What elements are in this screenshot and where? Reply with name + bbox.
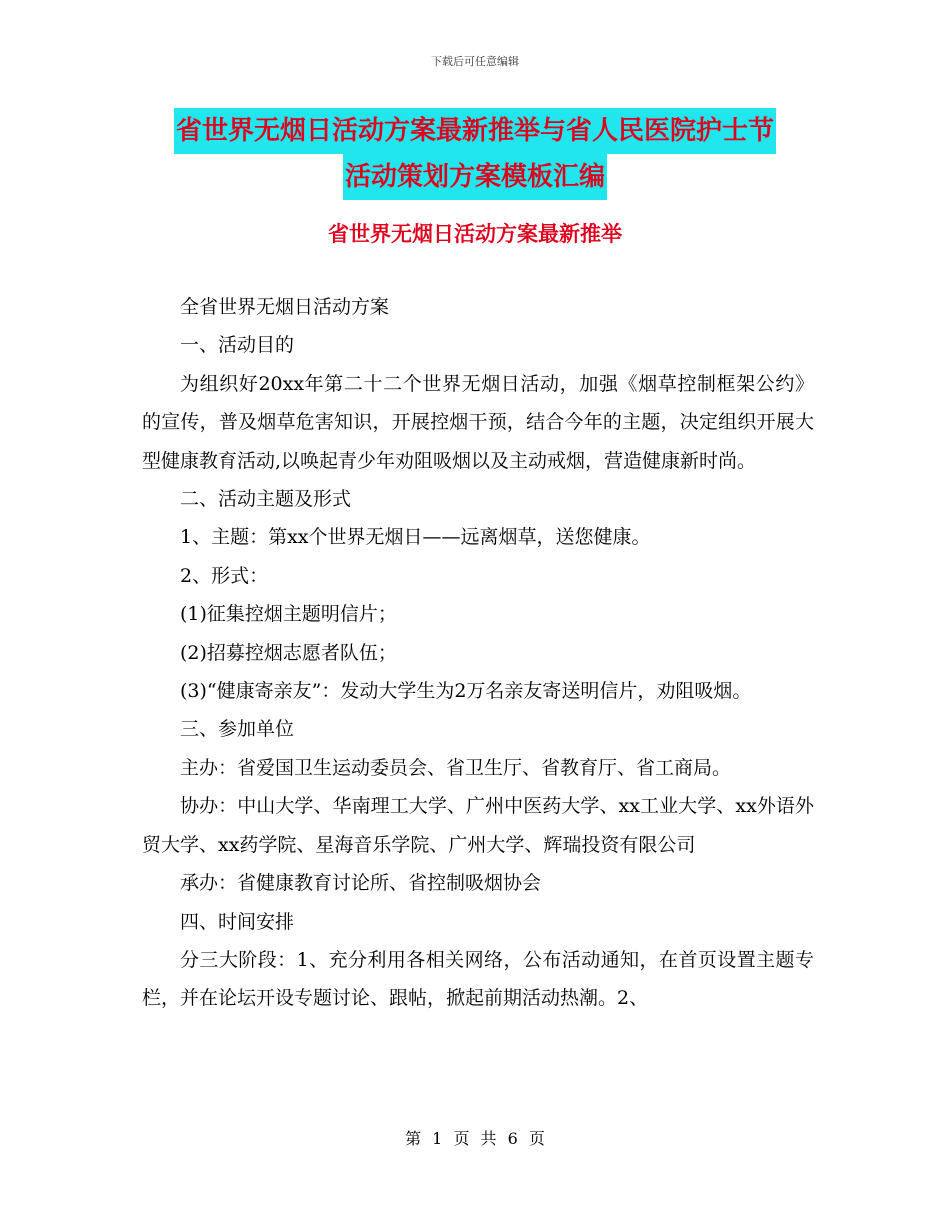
section-title: 省世界无烟日活动方案最新推举 xyxy=(328,222,622,246)
paragraph: 三、参加单位 xyxy=(180,718,295,741)
page-header-note: 下载后可任意编辑 xyxy=(431,55,519,68)
page-number-footer: 第 1 页 共 6 页 xyxy=(405,1129,545,1148)
main-title-line-2: 活动策划方案模板汇编 xyxy=(343,154,607,200)
document-main-title xyxy=(0,108,950,200)
main-title-line-1: 省世界无烟日活动方案最新推举与省人民医院护士节 xyxy=(174,108,776,154)
paragraph: 分三大阶段：1、充分利用各相关网络，公布活动通知，在首页设置主题专栏，并在论坛开设专题讨论、跟帖，掀起前期活动热潮。2、 xyxy=(142,948,814,1010)
paragraph: 承办：省健康教育讨论所、省控制吸烟协会 xyxy=(180,872,542,895)
paragraph: (2)招募控烟志愿者队伍； xyxy=(180,641,397,664)
paragraph: 2、形式： xyxy=(180,564,269,587)
paragraph: 一、活动目的 xyxy=(180,334,295,357)
paragraph: 四、时间安排 xyxy=(180,910,295,933)
document-body xyxy=(142,288,814,1018)
paragraph: (3)“健康寄亲友”：发动大学生为2万名亲友寄送明信片，劝阻吸烟。 xyxy=(180,680,752,703)
paragraph: (1)征集控烟主题明信片； xyxy=(180,603,397,626)
paragraph: 主办：省爱国卫生运动委员会、省卫生厅、省教育厅、省工商局。 xyxy=(180,756,732,779)
paragraph: 1、主题：第xx个世界无烟日——远离烟草，送您健康。 xyxy=(180,526,651,549)
paragraph: 二、活动主题及形式 xyxy=(180,488,352,511)
paragraph: 全省世界无烟日活动方案 xyxy=(180,296,390,318)
paragraph: 协办：中山大学、华南理工大学、广州中医药大学、xx工业大学、xx外语外贸大学、xx药学院、星海音乐学院、广州大学、辉瑞投资有限公司 xyxy=(142,795,814,856)
paragraph: 为组织好20xx年第二十二个世界无烟日活动，加强《烟草控制框架公约》的宣传，普及烟草危害知识，开展控烟干预，结合今年的主题，决定组织开展大型健康教育活动,以唤起青少年劝阻吸烟以及主动戒烟，营造健康新时尚。 xyxy=(142,372,814,472)
